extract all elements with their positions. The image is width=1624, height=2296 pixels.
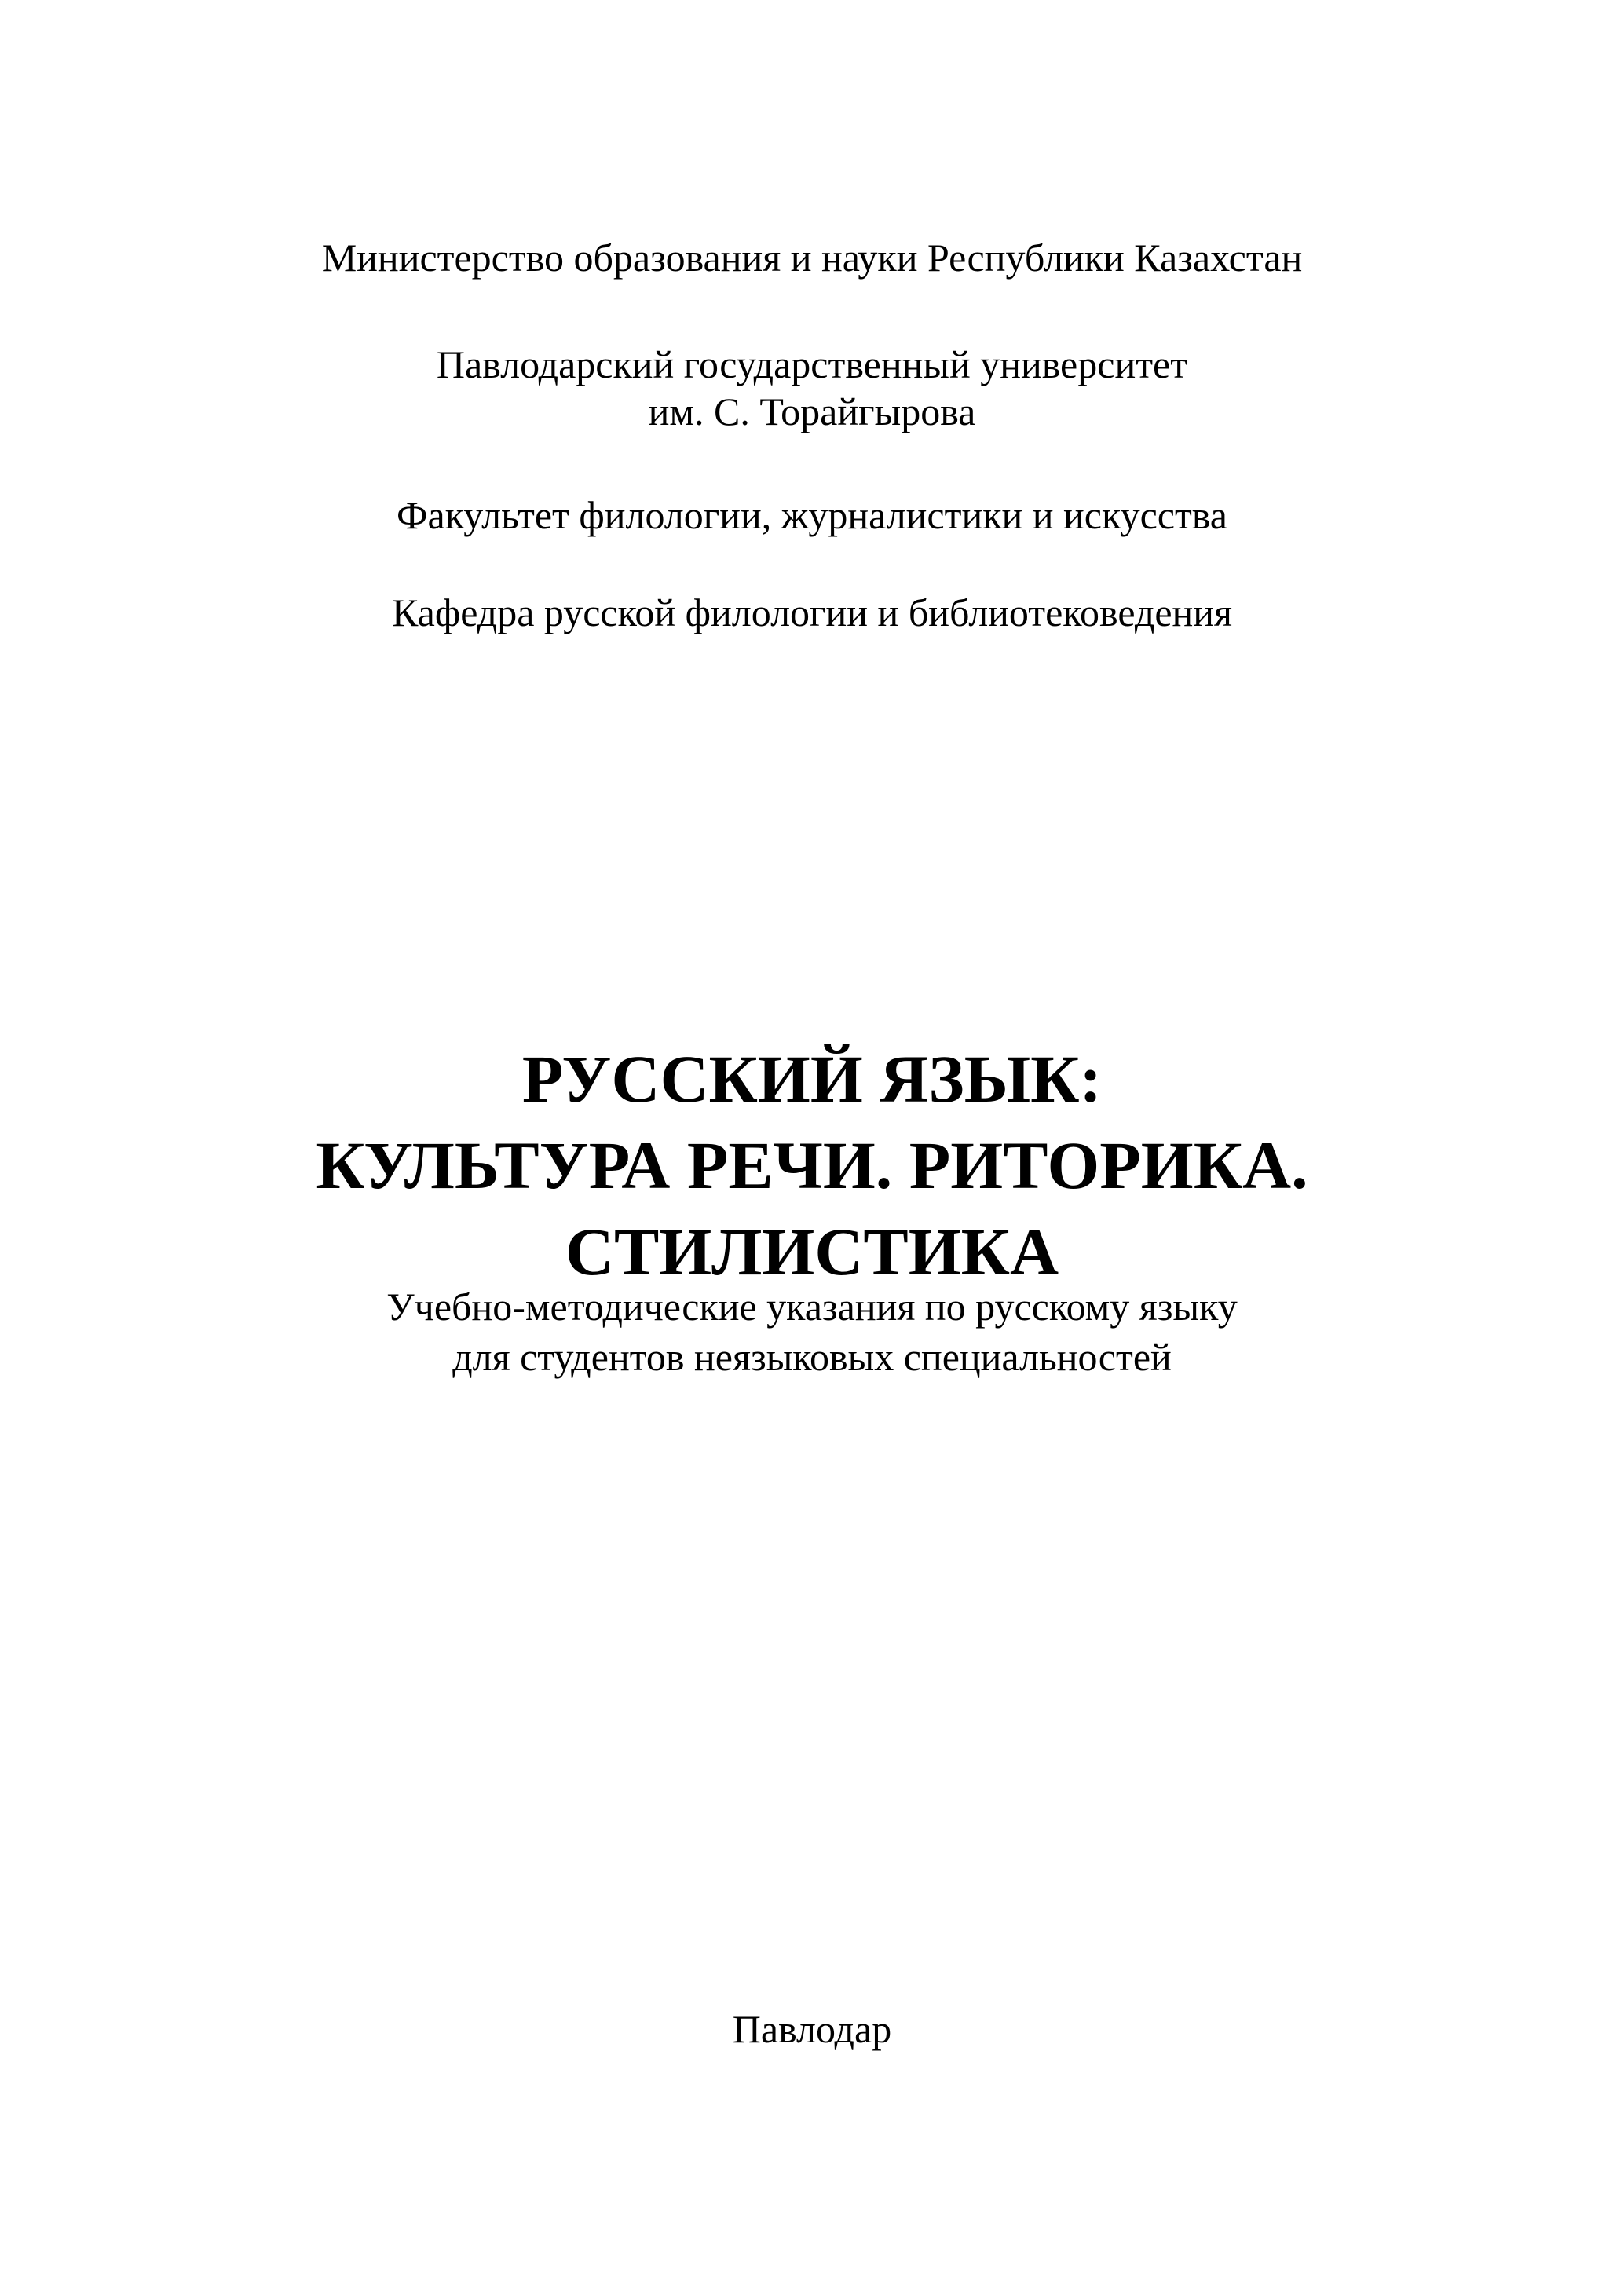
document-subtitle-line1: Учебно-методические указания по русскому языку [386, 1285, 1238, 1329]
university-name-line2: им. С. Торайгырова [648, 389, 976, 433]
department-name: Кафедра русской филологии и библиотековедения [391, 590, 1233, 634]
faculty-name: Факультет филологии, журналистики и искусства [397, 493, 1227, 537]
document-title-line2: КУЛЬТУРА РЕЧИ. РИТОРИКА. [316, 1128, 1308, 1203]
document-title-line3: СТИЛИСТИКА [565, 1214, 1059, 1289]
document-subtitle-line2: для студентов неязыковых специальностей [452, 1335, 1172, 1379]
publication-city: Павлодар [732, 2007, 892, 2051]
document-title-line1: РУССКИЙ ЯЗЫК: [521, 1041, 1103, 1117]
university-name: Павлодарский государственный университет [436, 342, 1188, 386]
ministry-name: Министерство образования и науки Республики Казахстан [321, 236, 1303, 280]
